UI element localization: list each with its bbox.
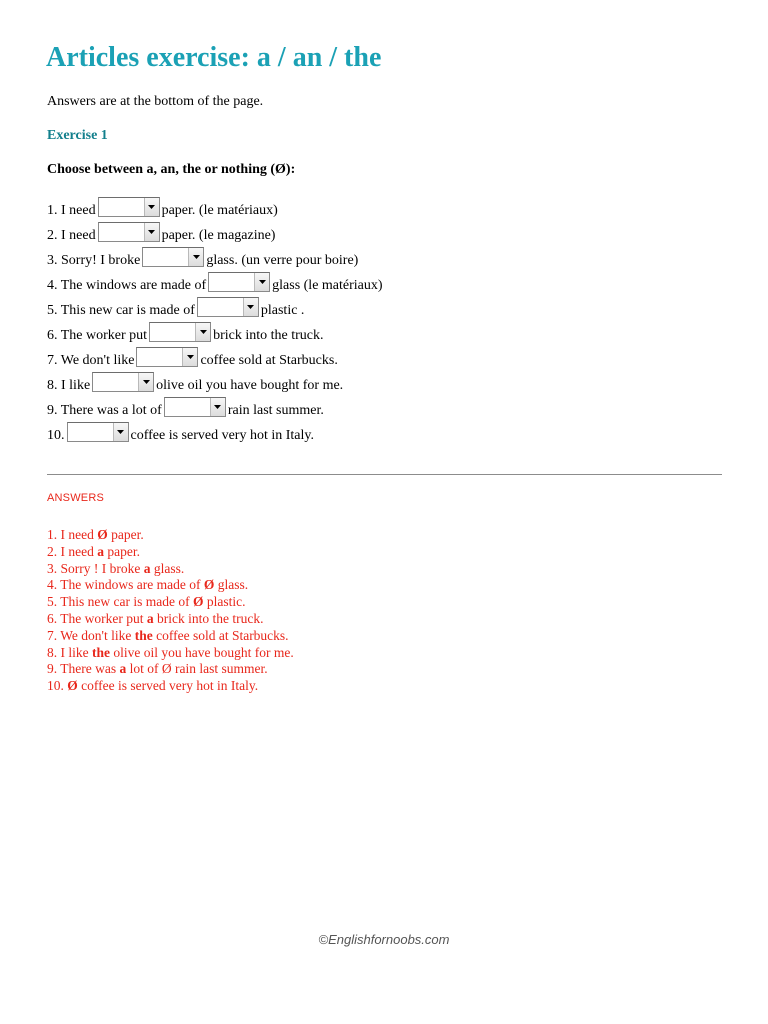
answer-text-before: 3. Sorry ! I broke <box>47 560 144 576</box>
answer-dropdown-2[interactable] <box>98 222 160 242</box>
question-text-before: 10. <box>47 428 65 443</box>
answer-text-after: lot of Ø rain last summer. <box>126 661 268 677</box>
question-1 <box>47 195 383 220</box>
dropdown-arrow-icon <box>195 323 210 341</box>
dropdown-value <box>99 198 144 216</box>
answer-dropdown-9[interactable] <box>164 397 226 417</box>
question-7 <box>47 345 383 370</box>
dropdown-arrow-icon <box>254 273 269 291</box>
answer-text-before: 5. This new car is made of <box>47 594 193 610</box>
answer-3 <box>47 561 294 578</box>
answer-text-before: 10. <box>47 678 68 694</box>
dropdown-arrow-icon <box>210 398 225 416</box>
question-8 <box>47 370 383 395</box>
question-text-before: 6. The worker put <box>47 328 148 343</box>
answer-list <box>47 527 294 695</box>
answer-key: a <box>119 661 127 677</box>
dropdown-value <box>209 273 254 291</box>
answer-dropdown-1[interactable] <box>98 197 160 217</box>
answer-5 <box>47 594 294 611</box>
question-6 <box>47 320 383 345</box>
exercise-instruction: Choose between a, an, the or nothing (Ø): <box>47 162 296 177</box>
page-title: Articles exercise: a / an / the <box>46 42 382 73</box>
dropdown-value <box>198 298 243 316</box>
answer-1 <box>47 527 294 544</box>
answer-key: a <box>97 543 104 559</box>
answer-text-before: 6. The worker put <box>47 610 147 626</box>
dropdown-value <box>137 348 182 366</box>
answer-text-before: 2. I need <box>47 543 98 559</box>
answer-text-after: paper. <box>107 527 144 542</box>
answer-10 <box>47 678 294 695</box>
answer-text-after: glass. <box>214 577 249 593</box>
question-text-after: rain last summer. <box>227 403 324 418</box>
question-text-before: 2. I need <box>47 228 96 243</box>
answer-8 <box>47 645 294 662</box>
answer-dropdown-8[interactable] <box>92 372 154 392</box>
question-text-after: olive oil you have bought for me. <box>156 378 344 393</box>
question-text-before: 7. We don't like <box>47 353 135 368</box>
dropdown-value <box>165 398 210 416</box>
answer-text-after: coffee sold at Starbucks. <box>152 627 289 643</box>
answer-dropdown-6[interactable] <box>149 322 211 342</box>
question-5 <box>47 295 383 320</box>
dropdown-value <box>150 323 195 341</box>
question-text-after: plastic . <box>260 303 305 318</box>
answer-text-before: 9. There was <box>47 661 120 677</box>
answers-heading: ANSWERS <box>47 492 105 504</box>
question-text-after: glass (le matériaux) <box>272 278 383 293</box>
question-text-before: 9. There was a lot of <box>47 403 162 418</box>
dropdown-arrow-icon <box>113 423 128 441</box>
dropdown-arrow-icon <box>188 248 203 266</box>
question-text-before: 4. The windows are made of <box>47 278 207 293</box>
answer-9 <box>47 661 294 678</box>
answer-text-after: glass. <box>150 560 185 576</box>
answer-4 <box>47 577 294 594</box>
section-divider <box>47 474 722 475</box>
answer-text-after: plastic. <box>203 594 246 610</box>
answer-key: a <box>143 560 151 576</box>
answer-key: Ø <box>97 527 108 542</box>
answer-text-after: paper. <box>103 543 140 559</box>
question-4 <box>47 270 383 295</box>
dropdown-arrow-icon <box>138 373 153 391</box>
answer-dropdown-3[interactable] <box>142 247 204 267</box>
question-10 <box>47 420 383 445</box>
answer-text-before: 8. I like <box>47 644 92 660</box>
dropdown-value <box>99 223 144 241</box>
question-text-before: 3. Sorry! I broke <box>47 253 141 268</box>
answer-text-after: coffee is served very hot in Italy. <box>77 678 259 694</box>
question-text-before: 1. I need <box>47 203 96 218</box>
exercise-heading: Exercise 1 <box>47 128 108 143</box>
answer-text-before: 4. The windows are made of <box>47 577 204 593</box>
answer-key: Ø <box>192 594 204 610</box>
question-text-after: coffee is served very hot in Italy. <box>130 428 314 443</box>
dropdown-arrow-icon <box>182 348 197 366</box>
dropdown-arrow-icon <box>144 223 159 241</box>
question-3 <box>47 245 383 270</box>
answer-6 <box>47 611 294 628</box>
question-list <box>47 195 383 445</box>
question-text-before: 5. This new car is made of <box>47 303 195 318</box>
answer-key: Ø <box>67 678 78 694</box>
answer-dropdown-10[interactable] <box>67 422 129 442</box>
dropdown-value <box>68 423 113 441</box>
answer-dropdown-4[interactable] <box>208 272 270 292</box>
answer-text-after: olive oil you have bought for me. <box>110 644 294 660</box>
question-9 <box>47 395 383 420</box>
dropdown-arrow-icon <box>243 298 258 316</box>
answer-text-after: brick into the truck. <box>153 610 264 626</box>
dropdown-value <box>143 248 188 266</box>
answer-text-before: 1. I need <box>47 527 98 542</box>
dropdown-arrow-icon <box>144 198 159 216</box>
question-text-after: glass. (un verre pour boire) <box>206 253 359 268</box>
question-text-after: brick into the truck. <box>213 328 324 343</box>
question-text-after: coffee sold at Starbucks. <box>200 353 338 368</box>
dropdown-value <box>93 373 138 391</box>
answer-7 <box>47 628 294 645</box>
question-text-after: paper. (le magazine) <box>161 228 276 243</box>
answer-dropdown-5[interactable] <box>197 297 259 317</box>
answer-text-before: 7. We don't like <box>47 627 135 643</box>
question-text-after: paper. (le matériaux) <box>161 203 278 218</box>
answer-2 <box>47 544 294 561</box>
question-2 <box>47 220 383 245</box>
copyright-footer: ©Englishfornoobs.com <box>318 932 450 947</box>
question-text-before: 8. I like <box>47 378 91 393</box>
answer-key: the <box>134 627 153 643</box>
answer-key: a <box>146 610 154 626</box>
intro-text: Answers are at the bottom of the page. <box>47 94 264 109</box>
answer-key: the <box>92 644 110 660</box>
answer-dropdown-7[interactable] <box>136 347 198 367</box>
answer-key: Ø <box>203 577 215 593</box>
